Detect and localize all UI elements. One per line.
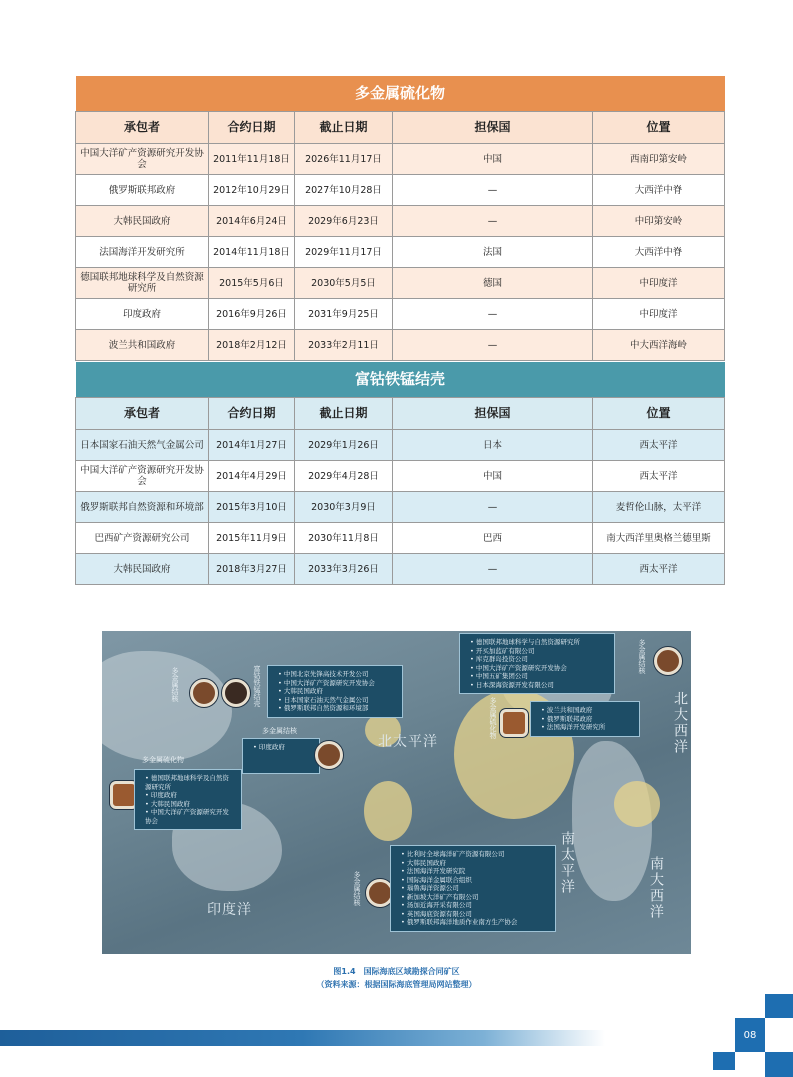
cell: 麦哲伦山脉，太平洋 xyxy=(593,492,725,523)
col-expiry-date: 截止日期 xyxy=(295,112,393,144)
table-row xyxy=(76,492,725,523)
label-line: • 中国大洋矿产资源研究开发协会 xyxy=(145,808,235,825)
zone-atlantic xyxy=(614,781,660,827)
cell: 2014年4月29日 xyxy=(209,461,295,492)
label-line: • 法国海洋开发研究院 xyxy=(401,867,549,876)
cell: 2030年11月8日 xyxy=(295,523,393,554)
footer-bar xyxy=(0,1030,605,1046)
label-line: • 汤加近海开采有限公司 xyxy=(401,901,549,910)
cell: 2018年3月27日 xyxy=(209,554,295,585)
cell: 中国 xyxy=(393,461,593,492)
land-asia xyxy=(102,651,232,761)
label-line: • 日本国家石油天然气金属公司 xyxy=(278,696,396,705)
cell: 中国 xyxy=(393,144,593,175)
crust-table-title: 富钴铁锰结壳 xyxy=(76,362,725,398)
table-row xyxy=(76,237,725,268)
nodule-sample-icon xyxy=(315,741,343,769)
ocean-south-pacific: 南太平洋 xyxy=(559,831,575,895)
cell: 中国大洋矿产资源研究开发协会 xyxy=(76,461,209,492)
cell: 2029年6月23日 xyxy=(295,206,393,237)
page-number: 08 xyxy=(735,1018,765,1052)
cell: 2033年2月11日 xyxy=(295,330,393,361)
table-row xyxy=(76,461,725,492)
table-row xyxy=(76,330,725,361)
crust-contract-table xyxy=(75,362,725,585)
label-line: • 中国北京先锋高技术开发公司 xyxy=(278,670,396,679)
col-contract-date: 合约日期 xyxy=(209,112,295,144)
figure-source: （资料来源：根据国际海底管理局网站整理） xyxy=(316,980,477,989)
cell: 2029年11月17日 xyxy=(295,237,393,268)
label-line: • 库克群岛投资公司 xyxy=(470,655,608,664)
cell: 2015年3月10日 xyxy=(209,492,295,523)
cell: 2015年11月9日 xyxy=(209,523,295,554)
table-row xyxy=(76,268,725,299)
table-row xyxy=(76,299,725,330)
cell: 西太平洋 xyxy=(593,554,725,585)
ocean-north-atlantic: 北大西洋 xyxy=(672,691,688,755)
label-line: • 新加坡大洋矿产有限公司 xyxy=(401,893,549,902)
cell: 西太平洋 xyxy=(593,430,725,461)
cell: 大韩民国政府 xyxy=(76,206,209,237)
col-location: 位置 xyxy=(593,112,725,144)
cell: 2030年3月9日 xyxy=(295,492,393,523)
crusts-caption: 富钴铁锰结壳 xyxy=(253,665,261,707)
cell: — xyxy=(393,206,593,237)
top-nodule-label xyxy=(459,633,615,694)
sulfides-indian-caption: 多金属硫化物 xyxy=(142,756,184,764)
col-contractor: 承包者 xyxy=(76,398,209,430)
cell: 俄罗斯联邦政府 xyxy=(76,175,209,206)
sulfide-sample-icon xyxy=(500,709,528,737)
cell: 2029年1月26日 xyxy=(295,430,393,461)
label-line: • 开买加蓝矿有限公司 xyxy=(470,647,608,656)
table-row xyxy=(76,206,725,237)
cell: 日本 xyxy=(393,430,593,461)
cell: 2029年4月28日 xyxy=(295,461,393,492)
cell: 印度政府 xyxy=(76,299,209,330)
cell: 2014年11月18日 xyxy=(209,237,295,268)
cell: 中印度洋 xyxy=(593,268,725,299)
ocean-south-atlantic: 南大西洋 xyxy=(648,856,664,920)
table-row xyxy=(76,430,725,461)
cell: — xyxy=(393,492,593,523)
nodule-sample-icon xyxy=(654,647,682,675)
indian-sulfide-label xyxy=(134,769,242,830)
label-line: • 德国联邦地球科学与自然资源研究所 xyxy=(470,638,608,647)
cell: 2018年2月12日 xyxy=(209,330,295,361)
label-line: • 俄罗斯联邦政府 xyxy=(541,715,633,724)
label-line: • 俄罗斯联邦自然资源和环境部 xyxy=(278,704,396,713)
cell: 中印度洋 xyxy=(593,299,725,330)
nodules-caption: 多金属结核 xyxy=(171,667,179,702)
sulfide-table-title: 多金属硫化物 xyxy=(76,76,725,112)
col-sponsor: 担保国 xyxy=(393,112,593,144)
cell: 法国 xyxy=(393,237,593,268)
exploration-contract-map xyxy=(102,631,691,954)
cell: 2030年5月5日 xyxy=(295,268,393,299)
table-row xyxy=(76,144,725,175)
label-line: • 印度政府 xyxy=(145,791,235,800)
cell: 2026年11月17日 xyxy=(295,144,393,175)
cell: 大韩民国政府 xyxy=(76,554,209,585)
label-line: • 俄罗斯联邦海洋地质作业南方生产协会 xyxy=(401,918,549,927)
cc-nodule-label xyxy=(390,845,556,932)
sulfide-contract-table xyxy=(75,76,725,361)
label-line: • 大韩民国政府 xyxy=(145,800,235,809)
cell: — xyxy=(393,175,593,206)
cell: 2033年3月26日 xyxy=(295,554,393,585)
crust-sample-icon xyxy=(222,679,250,707)
cell: 波兰共和国政府 xyxy=(76,330,209,361)
label-line: • 英国海底资源有限公司 xyxy=(401,910,549,919)
decor-square xyxy=(765,994,793,1018)
atlantic-sulfide-label xyxy=(530,701,640,737)
cell: 2016年9月26日 xyxy=(209,299,295,330)
label-line: • 比利时全球海洋矿产资源有限公司 xyxy=(401,850,549,859)
col-contractor: 承包者 xyxy=(76,112,209,144)
cell: 日本国家石油天然气金属公司 xyxy=(76,430,209,461)
decor-square xyxy=(765,1052,793,1077)
label-line: • 中国大洋矿产资源研究开发协会 xyxy=(470,664,608,673)
label-line: • 印度政府 xyxy=(253,743,313,752)
cell: 大西洋中脊 xyxy=(593,175,725,206)
table-row xyxy=(76,554,725,585)
nodules-india-caption: 多金属结核 xyxy=(262,727,297,735)
cell: 西南印第安岭 xyxy=(593,144,725,175)
cell: 南大西洋里奥格兰德里斯 xyxy=(593,523,725,554)
cell: 2012年10月29日 xyxy=(209,175,295,206)
cc-nodules-caption: 多金属结核 xyxy=(353,871,361,906)
col-location: 位置 xyxy=(593,398,725,430)
cell: 俄罗斯联邦自然资源和环境部 xyxy=(76,492,209,523)
crust-contractors-label xyxy=(267,665,403,718)
label-line: • 大韩民国政府 xyxy=(401,859,549,868)
label-line: • 中国五矿集团公司 xyxy=(470,672,608,681)
cell: 2014年6月24日 xyxy=(209,206,295,237)
col-sponsor: 担保国 xyxy=(393,398,593,430)
cell: 西太平洋 xyxy=(593,461,725,492)
cell: 中大西洋海岭 xyxy=(593,330,725,361)
label-line: • 法国海洋开发研究所 xyxy=(541,723,633,732)
table-row xyxy=(76,175,725,206)
nodule-sample-icon xyxy=(190,679,218,707)
table-row xyxy=(76,523,725,554)
col-contract-date: 合约日期 xyxy=(209,398,295,430)
cell: 2015年5月6日 xyxy=(209,268,295,299)
figure-caption: 图1.4 国际海底区域勘探合同矿区 xyxy=(333,967,460,976)
label-line: • 国际海洋金属联合组织 xyxy=(401,876,549,885)
cell: 中国大洋矿产资源研究开发协会 xyxy=(76,144,209,175)
cell: 2011年11月18日 xyxy=(209,144,295,175)
cell: 德国联邦地球科学及自然资源研究所 xyxy=(76,268,209,299)
top-nodules-caption: 多金属结核 xyxy=(638,639,646,674)
cell: 2031年9月25日 xyxy=(295,299,393,330)
ocean-north-pacific: 北太平洋 xyxy=(378,734,438,750)
cell: 2027年10月28日 xyxy=(295,175,393,206)
cell: 巴西 xyxy=(393,523,593,554)
cell: — xyxy=(393,554,593,585)
atlantic-sulfides-caption: 多金属硫化物 xyxy=(489,697,497,739)
col-expiry-date: 截止日期 xyxy=(295,398,393,430)
cell: 2014年1月27日 xyxy=(209,430,295,461)
label-line: • 中国大洋矿产资源研究开发协会 xyxy=(278,679,396,688)
label-line: • 瑙鲁海洋资源公司 xyxy=(401,884,549,893)
ocean-indian: 印度洋 xyxy=(207,902,252,918)
cell: — xyxy=(393,330,593,361)
cell: 巴西矿产资源研究公司 xyxy=(76,523,209,554)
label-line: • 波兰共和国政府 xyxy=(541,706,633,715)
label-line: • 德国联邦地球科学及自然资源研究所 xyxy=(145,774,235,791)
cell: 大西洋中脊 xyxy=(593,237,725,268)
india-nodule-label xyxy=(242,738,320,774)
cell: — xyxy=(393,299,593,330)
cell: 法国海洋开发研究所 xyxy=(76,237,209,268)
zone-indian xyxy=(364,781,412,841)
cell: 中印第安岭 xyxy=(593,206,725,237)
label-line: • 大韩民国政府 xyxy=(278,687,396,696)
decor-square xyxy=(713,1052,735,1070)
label-line: • 日本深海资源开发有限公司 xyxy=(470,681,608,690)
cell: 德国 xyxy=(393,268,593,299)
